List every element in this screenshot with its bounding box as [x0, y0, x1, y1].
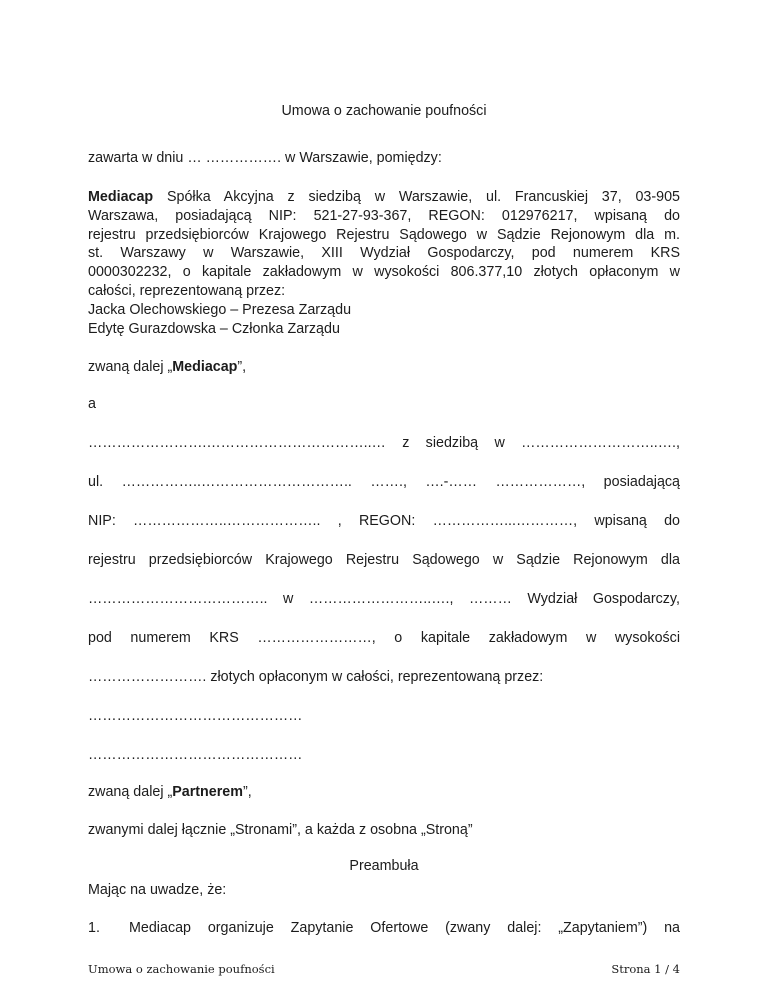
and-line: a: [88, 396, 96, 412]
party2-line: rejestru przedsiębiorców Krajowego Rejestru Sądowego w Sądzie Rejonowym dla: [88, 552, 680, 568]
party2-line: pod numerem KRS ……………………, o kapitale zakładowym w wysokości: [88, 630, 680, 646]
party1-line: Warszawa, posiadającą NIP: 521-27-93-367, REGON: 012976217, wpisaną do: [88, 207, 680, 224]
list-item: [129, 919, 680, 938]
footer-document-title: Umowa o zachowanie poufności: [88, 962, 275, 976]
party1-line: st. Warszawy w Warszawie, XIII Wydział Gospodarczy, pod numerem KRS: [88, 245, 680, 262]
party2-line: NIP: ………………..……………….. , REGON: ……………...…………, wpisaną do: [88, 513, 680, 529]
partner-defined-term: Partnerem: [172, 784, 243, 800]
called-partner-line: zwaną dalej „Partnerem”,: [88, 784, 252, 800]
preamble-intro: Mając na uwadze, że:: [88, 882, 227, 898]
preamble-heading: Preambuła: [349, 858, 419, 874]
parties-definition-line: zwanymi dalej łącznie „Stronami”, a każda z osobna „Stroną”: [88, 822, 473, 838]
footer-page-number: Strona 1 / 4: [611, 962, 680, 976]
party1-line: Spółka Akcyjna z siedzibą w Warszawie, ul. Francuskiej 37, 03-905: [153, 189, 680, 205]
list-item-line: Mediacap organizuje Zapytanie Ofertowe (zwany dalej: „Zapytaniem”) na: [129, 920, 680, 936]
list-number: 1.: [88, 920, 100, 936]
mediacap-defined-term: Mediacap: [172, 359, 238, 375]
party1-line: całości, reprezentowaną przez:: [88, 282, 286, 299]
party1-paragraph: [88, 188, 680, 338]
party1-line: rejestru przedsiębiorców Krajowego Rejestru Sądowego w Sądzie Rejonowym dla m.: [88, 226, 680, 243]
intro-line: zawarta w dniu … ……………. w Warszawie, pomiędzy:: [88, 150, 442, 166]
party1-representative: Jacka Olechowskiego – Prezesa Zarządu: [88, 301, 352, 318]
party2-line: ……………………………….. w ……………………..…., ……… Wydział Gospodarczy,: [88, 591, 680, 607]
party1-line: 0000302232, o kapitale zakładowym w wysokości 806.377,10 złotych opłaconym w: [88, 264, 680, 281]
document-title: Umowa o zachowanie poufności: [281, 103, 487, 119]
party2-line: ……………………. złotych opłaconym w całości, reprezentowaną przez:: [88, 669, 544, 685]
party2-line: ………………………………………: [88, 708, 303, 724]
called-mediacap-line: zwaną dalej „Mediacap”,: [88, 359, 247, 375]
party1-representative: Edytę Gurazdowska – Członka Zarządu: [88, 320, 340, 337]
party2-line: ul. ……………..………………………….. ……., ….-…… ………………, posiadającą: [88, 474, 680, 490]
party2-line: ………………………………………: [88, 747, 303, 763]
party2-line: …………………….……………………………..… z siedzibą w ………………………..….,: [88, 435, 680, 451]
party1-name: Mediacap: [88, 189, 154, 205]
